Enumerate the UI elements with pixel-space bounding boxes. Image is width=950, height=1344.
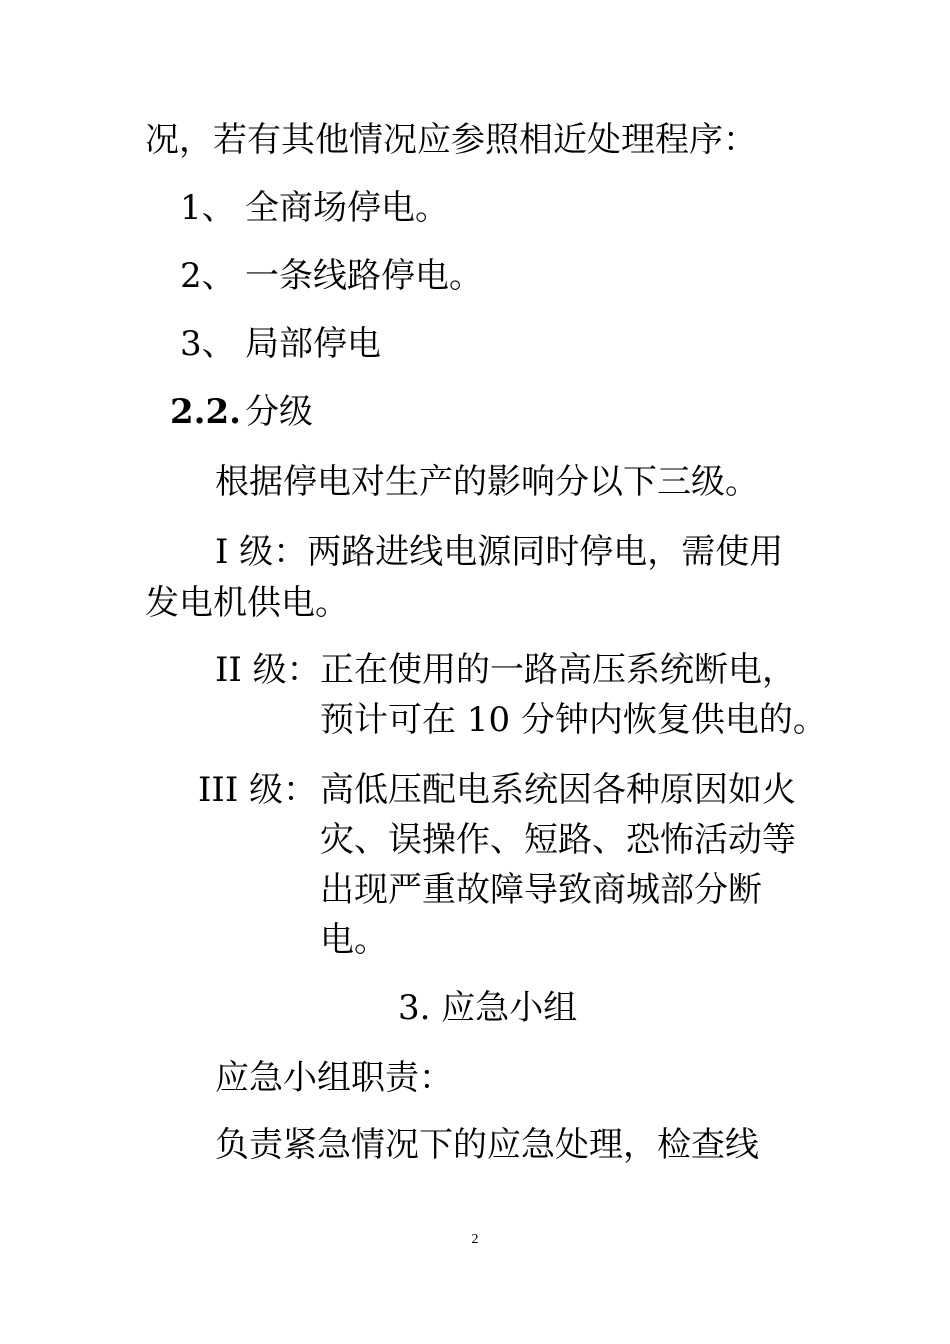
level-1-line-2: 发电机供电。 (145, 583, 349, 623)
level-1-text: 两路进线电源同时停电，需使用 (307, 532, 784, 572)
page-number: 2 (471, 1232, 479, 1247)
list-item-number: 1、 (180, 188, 236, 228)
list-item-2 (180, 256, 483, 296)
list-item-text: 局部停电 (245, 324, 381, 364)
intro-tail-line: 况，若有其他情况应参照相近处理程序： (145, 120, 757, 160)
level-1-label: I 级： (215, 532, 308, 572)
level-3-line-1 (198, 770, 796, 810)
level-3-line-3: 出现严重故障导致商城部分断 (320, 870, 762, 910)
level-3-line-2: 灾、误操作、短路、恐怖活动等 (320, 820, 796, 860)
level-2-line-2: 预计可在 10 分钟内恢复供电的。 (320, 700, 827, 740)
section-heading-2-2 (170, 392, 313, 432)
section-number: 2.2. (170, 392, 241, 432)
section-heading-3: 3. 应急小组 (398, 988, 578, 1028)
list-item-text: 一条线路停电。 (245, 256, 483, 296)
level-3-line-4: 电。 (320, 920, 388, 960)
list-item-3 (180, 324, 381, 364)
level-2-label: II 级： (215, 650, 321, 690)
section-title: 分级 (245, 392, 313, 432)
list-item-1 (180, 188, 449, 228)
level-3-text: 高低压配电系统因各种原因如火 (320, 770, 796, 810)
team-duties-label: 应急小组职责： (215, 1058, 453, 1098)
team-duties-paragraph: 负责紧急情况下的应急处理，检查线 (215, 1125, 759, 1165)
list-item-number: 2、 (180, 256, 236, 296)
level-3-label: III 级： (198, 770, 318, 810)
list-item-number: 3、 (180, 324, 236, 364)
level-1-line-1 (215, 532, 783, 572)
level-2-text: 正在使用的一路高压系统断电， (320, 650, 796, 690)
level-2-line-1 (215, 650, 796, 690)
list-item-text: 全商场停电。 (245, 188, 449, 228)
levels-intro-paragraph: 根据停电对生产的影响分以下三级。 (215, 462, 759, 502)
